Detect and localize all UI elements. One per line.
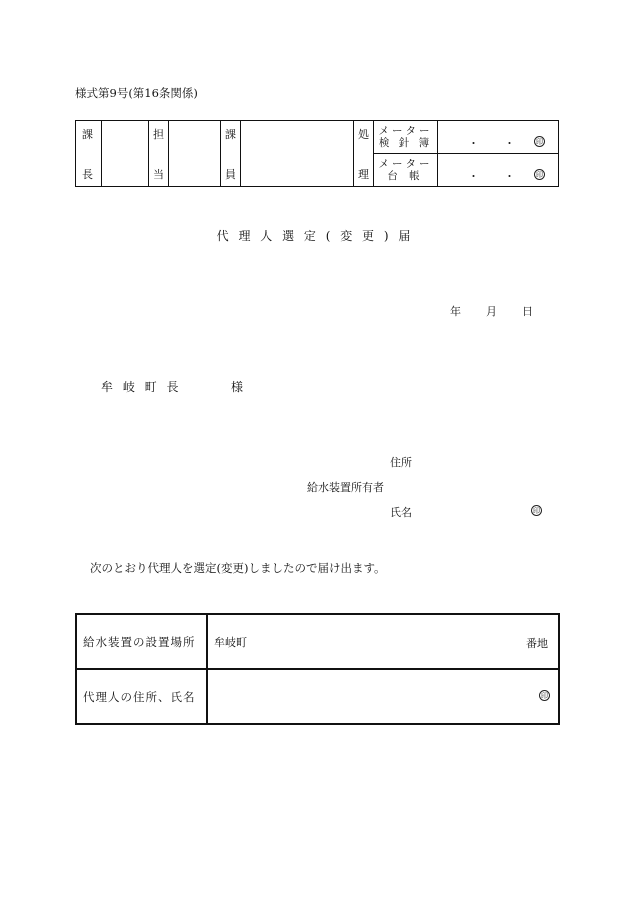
agent-address-name-label: 代理人の住所、氏名 [76,669,207,724]
applicant-name-label: 氏名 [390,506,412,519]
meter-ledger-label-2: 台 帳 [387,170,424,182]
installation-location-field[interactable] [207,614,559,669]
tanto-stamp-box[interactable] [169,121,221,187]
meter-ledger-label-1: メーター [378,158,433,170]
meter-reading-date-field[interactable] [438,121,559,154]
form-number: 様式第9号(第16条関係) [75,86,198,100]
date-day: 日 [522,305,533,318]
lot-number-suffix: 番地 [526,637,548,650]
meter-reading-label-2: 検 針 簿 [378,137,433,149]
info-table [75,613,560,725]
kacho-label-bottom: 長 [82,167,93,181]
applicant-role-label: 給水装置所有者 [307,481,384,494]
town-name: 牟岐町 [214,635,247,649]
date-dot: ・ [504,169,515,183]
seal-icon: 印 [536,170,543,179]
kain-label-top: 課 [225,127,236,141]
seal-icon: 印 [533,507,540,515]
shori-label-top: 処 [358,127,369,141]
approval-stamp-table [75,120,559,187]
body-text: 次のとおり代理人を選定(変更)しましたので届け出ます。 [90,561,386,575]
tanto-label-bottom: 当 [153,167,164,181]
seal-icon: 印 [541,692,548,700]
seal-icon: 印 [536,137,543,146]
kacho-label-top: 課 [82,127,93,141]
meter-ledger-date-field[interactable] [438,154,559,187]
kacho-stamp-box[interactable] [102,121,149,187]
addressee-honorific: 様 [231,380,244,394]
date-year: 年 [450,305,461,318]
kain-stamp-box[interactable] [241,121,354,187]
document-title: 代 理 人 選 定 ( 変 更 ) 届 [216,229,414,243]
agent-address-name-field[interactable] [207,669,559,724]
tanto-label-top: 担 [153,127,164,141]
meter-reading-label-1: メーター [378,125,433,137]
addressee-name: 牟 岐 町 長 [101,380,182,394]
date-dot: ・ [504,136,515,150]
date-dot: ・ [468,136,479,150]
date-month: 月 [486,305,497,318]
kain-label-bottom: 員 [225,167,236,181]
applicant-address-label: 住所 [390,456,412,469]
shori-label-bottom: 理 [358,167,369,181]
date-dot: ・ [468,169,479,183]
installation-location-label: 給水装置の設置場所 [76,614,207,669]
